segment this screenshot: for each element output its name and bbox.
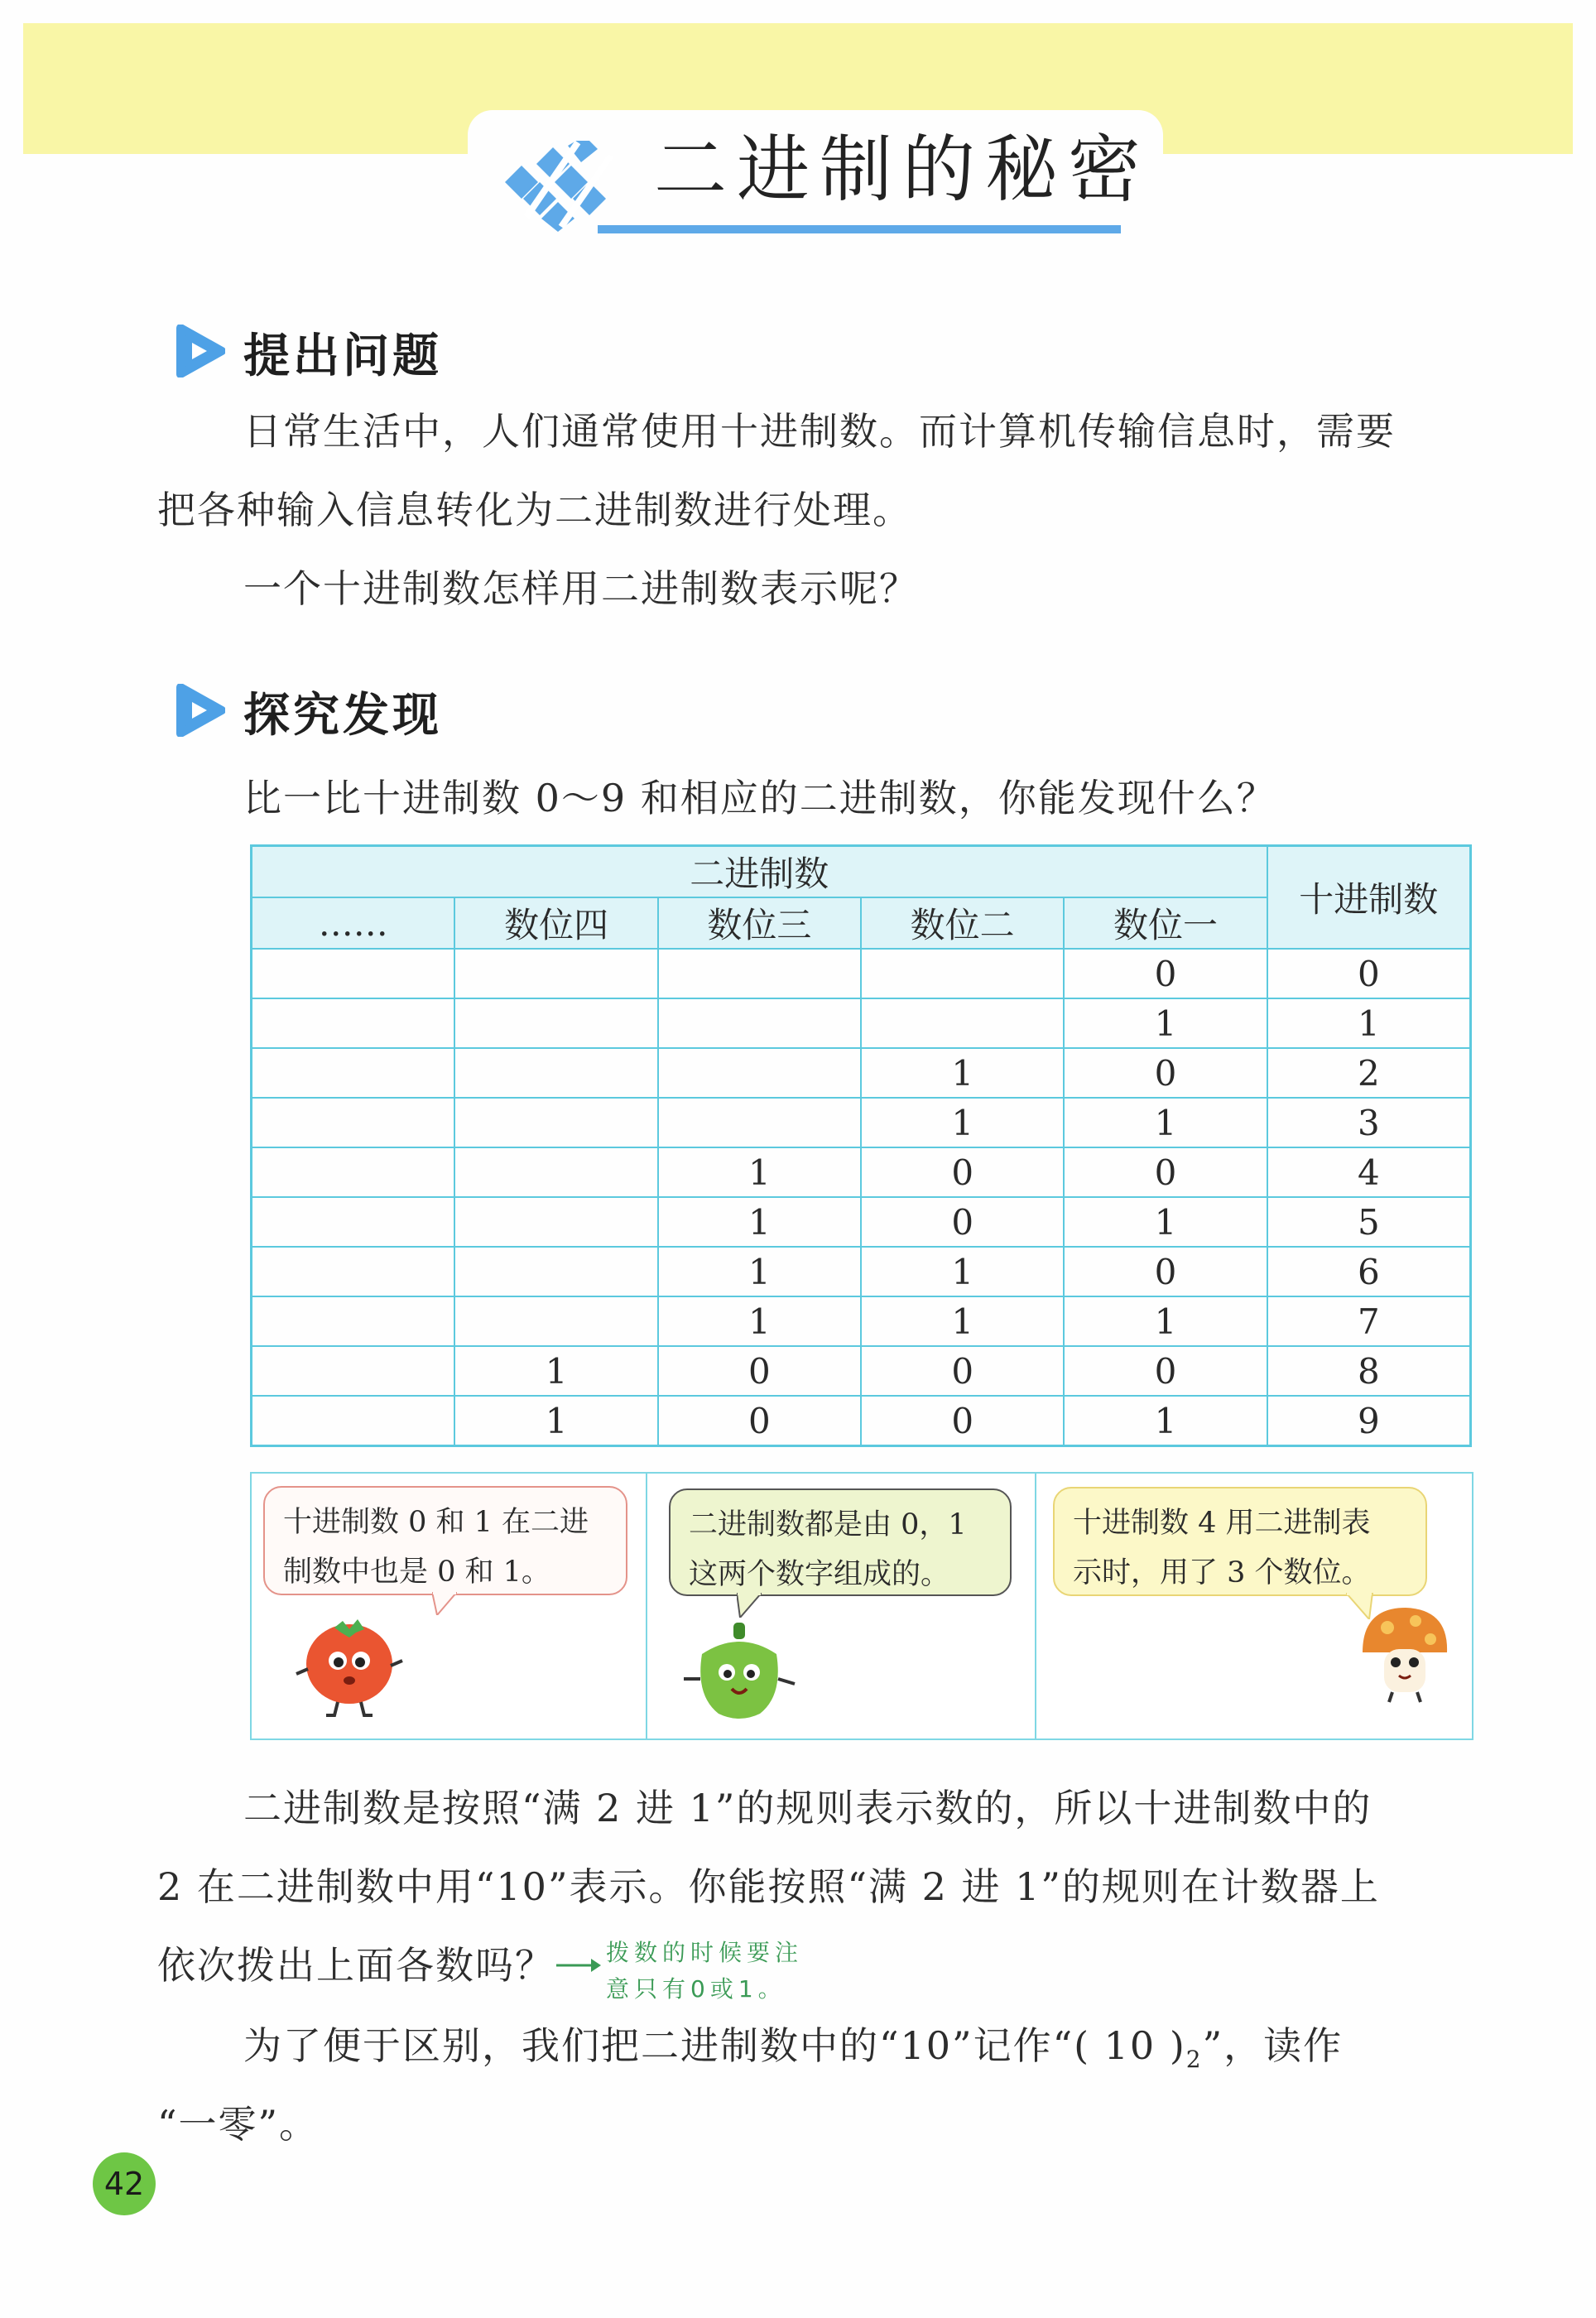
table-cell: 0 [861, 1147, 1064, 1197]
table-row [252, 1147, 1471, 1197]
table-cell [454, 1098, 657, 1147]
paragraph-line: 日常生活中，人们通常使用十进制数。而计算机传输信息时，需要 [243, 409, 1396, 454]
table-cell [861, 998, 1064, 1048]
table-cell: 0 [1064, 949, 1267, 998]
mushroom-character-icon [1354, 1603, 1454, 1705]
divider [646, 1472, 647, 1740]
title-decoration-icon [505, 141, 621, 232]
subscript: 2 [1185, 2046, 1203, 2074]
column-header: …… [252, 897, 455, 949]
table-cell: 0 [1064, 1147, 1267, 1197]
table-cell: 1 [861, 1247, 1064, 1296]
speech-bubble [263, 1486, 627, 1595]
table-cell: 1 [454, 1396, 657, 1446]
bubble-line: 十进制数 0 和 1 在二进 [283, 1506, 589, 1539]
table-cell: 0 [861, 1346, 1064, 1396]
table-cell: 4 [1267, 1147, 1471, 1197]
table-cell [252, 1197, 455, 1247]
table-cell [658, 949, 861, 998]
prompt-line: 比一比十进制数 0～9 和相应的二进制数，你能发现什么？ [243, 776, 1276, 820]
binary-group-header: 二进制数 [252, 846, 1267, 898]
section-title-explore: 探究发现 [243, 689, 442, 743]
table-cell: 9 [1267, 1396, 1471, 1446]
binary-table [250, 844, 1472, 1447]
table-cell [658, 1048, 861, 1098]
table-row [252, 1098, 1471, 1147]
table-cell [252, 1048, 455, 1098]
table-cell: 0 [1064, 1247, 1267, 1296]
table-cell: 1 [1064, 1098, 1267, 1147]
table-cell: 1 [861, 1296, 1064, 1346]
table-cell: 6 [1267, 1247, 1471, 1296]
table-cell: 1 [658, 1247, 861, 1296]
table-cell [252, 998, 455, 1048]
paragraph-fragment: ”，读作 [1202, 2023, 1344, 2068]
table-row [252, 998, 1471, 1048]
bubble-tail [432, 1592, 457, 1615]
bubble-line: 制数中也是 0 和 1。 [283, 1556, 550, 1589]
paragraph-line: 把各种输入信息转化为二进制数进行处理。 [157, 488, 912, 532]
table-cell: 1 [861, 1098, 1064, 1147]
table-row [252, 1296, 1471, 1346]
bubble-line: 这两个数字组成的。 [689, 1558, 950, 1591]
table-cell [454, 1147, 657, 1197]
note-line: 拨数的时候要注 [606, 1939, 804, 1966]
table-row [252, 949, 1471, 998]
table-cell: 5 [1267, 1197, 1471, 1247]
pepper-character-icon [677, 1621, 801, 1727]
table-cell: 7 [1267, 1296, 1471, 1346]
table-cell [454, 1197, 657, 1247]
table-row [252, 1346, 1471, 1396]
table-row [252, 1197, 1471, 1247]
table-cell [252, 1296, 455, 1346]
table-cell [658, 1098, 861, 1147]
bubble-tail [737, 1593, 762, 1618]
table-cell: 1 [1064, 1296, 1267, 1346]
table-cell: 1 [1267, 998, 1471, 1048]
table-cell: 0 [1064, 1346, 1267, 1396]
paragraph-line: 依次拨出上面各数吗？ [157, 1943, 555, 1988]
table-cell: 1 [1064, 1396, 1267, 1446]
table-cell: 3 [1267, 1098, 1471, 1147]
section-title-question: 提出问题 [243, 329, 442, 383]
bubble-line: 二进制数都是由 0，1 [689, 1508, 967, 1541]
tomato-character-icon [291, 1613, 407, 1719]
table-cell [861, 949, 1064, 998]
table-cell [252, 1396, 455, 1446]
table-cell: 1 [861, 1048, 1064, 1098]
column-header: 数位一 [1064, 897, 1267, 949]
paragraph-fragment: 10 [1103, 2023, 1156, 2068]
section-arrow-icon [175, 325, 225, 378]
bubble-line: 十进制数 4 用二进制表 [1073, 1507, 1371, 1540]
table-row [252, 1247, 1471, 1296]
column-header: 数位四 [454, 897, 657, 949]
paragraph-line [243, 2020, 1343, 2085]
column-header: 数位三 [658, 897, 861, 949]
table-cell: 1 [1064, 1197, 1267, 1247]
paragraph-line: 2 在二进制数中用“10”表示。你能按照“满 2 进 1”的规则在计数器上 [157, 1864, 1380, 1909]
table-cell [454, 949, 657, 998]
column-header: 数位二 [861, 897, 1064, 949]
table-cell: 0 [1064, 1048, 1267, 1098]
table-cell [454, 1296, 657, 1346]
table-cell: 1 [658, 1197, 861, 1247]
note-line: 意只有0或1。 [606, 1975, 786, 2003]
divider [1035, 1472, 1036, 1740]
decimal-header: 十进制数 [1267, 846, 1471, 950]
table-cell [454, 1048, 657, 1098]
table-cell [252, 1346, 455, 1396]
table-cell: 0 [658, 1396, 861, 1446]
table-cell: 1 [1064, 998, 1267, 1048]
table-cell: 2 [1267, 1048, 1471, 1098]
table-cell: 8 [1267, 1346, 1471, 1396]
speech-bubble [669, 1488, 1012, 1596]
title-underline [598, 225, 1121, 233]
page-title: 二进制的秘密 [654, 127, 1151, 212]
paragraph-fragment: ) [1169, 2023, 1186, 2068]
table-cell: 0 [861, 1396, 1064, 1446]
paragraph-line: 二进制数是按照“满 2 进 1”的规则表示数的，所以十进制数中的 [243, 1786, 1372, 1830]
table-cell [252, 949, 455, 998]
table-row [252, 1396, 1471, 1446]
table-row [252, 1048, 1471, 1098]
speech-bubble [1053, 1487, 1427, 1596]
arrow-icon [556, 1955, 601, 1975]
table-cell [252, 1147, 455, 1197]
table-cell: 0 [861, 1197, 1064, 1247]
paragraph-line: “一零”。 [157, 2102, 320, 2147]
table-cell: 0 [1267, 949, 1471, 998]
page-number: 42 [93, 2152, 156, 2215]
table-cell: 0 [658, 1346, 861, 1396]
table-cell: 1 [454, 1346, 657, 1396]
table-cell [658, 998, 861, 1048]
table-cell: 1 [658, 1296, 861, 1346]
table-cell [252, 1098, 455, 1147]
paragraph-line: 一个十进制数怎样用二进制数表示呢？ [243, 566, 919, 611]
section-arrow-icon [175, 684, 225, 737]
table-cell [252, 1247, 455, 1296]
table-cell [454, 998, 657, 1048]
paragraph-fragment: 为了便于区别，我们把二进制数中的“10”记作“( [243, 2023, 1091, 2068]
table-cell: 1 [658, 1147, 861, 1197]
bubble-line: 示时，用了 3 个数位。 [1073, 1556, 1371, 1589]
table-cell [454, 1247, 657, 1296]
